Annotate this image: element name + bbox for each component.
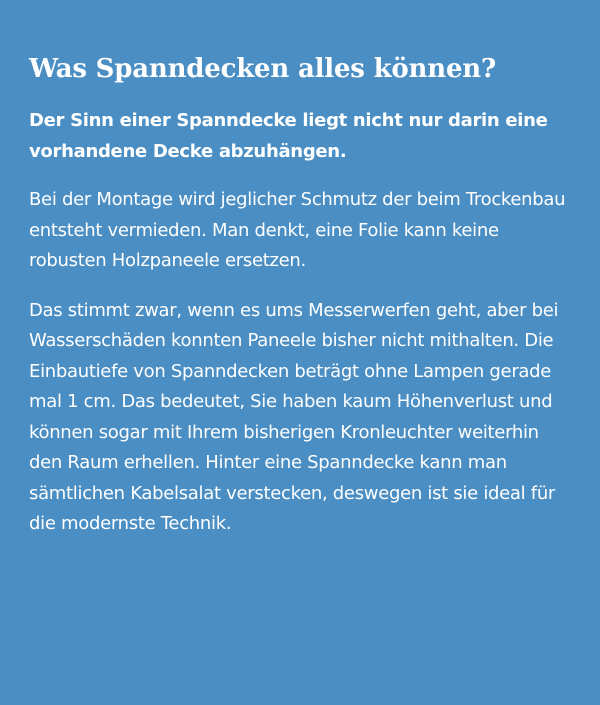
lead-paragraph: Der Sinn einer Spanndecke liegt nicht nur darin eine vorhandene Decke abzuhängen. [29, 110, 548, 162]
body-paragraph-1: Bei der Montage wird jeglicher Schmutz der beim Trockenbau entsteht vermieden. Man denkt, eine Folie kann keine robusten Holzpaneele ersetzen. [29, 189, 566, 271]
page-title: Was Spanndecken alles können? [29, 54, 497, 84]
body-paragraph-2: Das stimmt zwar, wenn es ums Messerwerfen geht, aber bei Wasserschäden konnten Paneele bisher nicht mithalten. Die Einbautiefe von Spanndecken beträgt ohne Lampen gerade mal 1 cm. Das bedeutet, Sie haben kaum Höhenverlust und können sogar mit Ihrem bisherigen Kronleuchter weiterhin den Raum erhellen. Hinter eine Spanndecke kann man sämtlichen Kabelsalat verstecken, deswegen ist sie ideal für die modernste Technik. [29, 299, 559, 534]
